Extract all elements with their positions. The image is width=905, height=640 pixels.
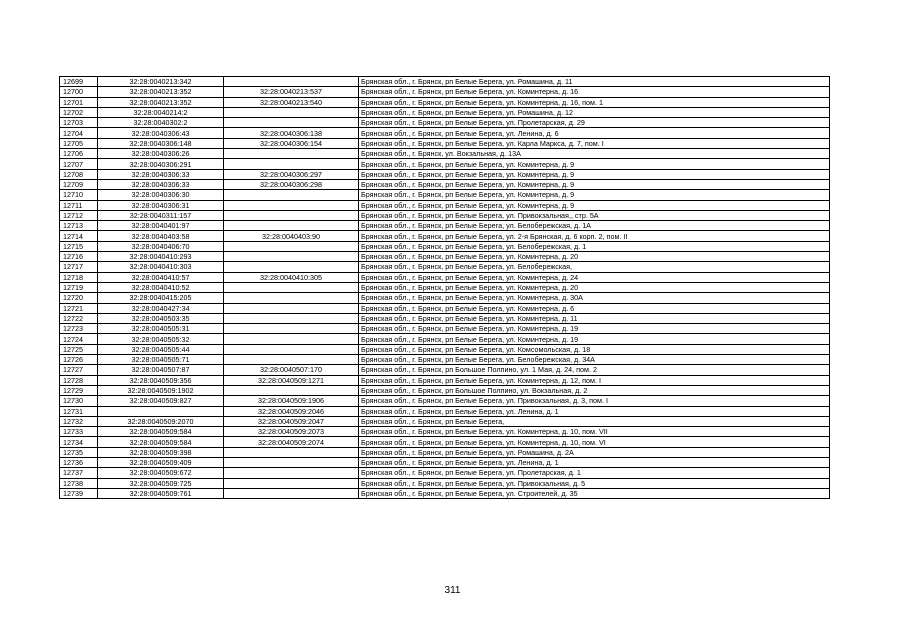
cadastral-number-cell	[98, 406, 224, 416]
row-number-cell: 12720	[60, 293, 98, 303]
address-cell: Брянская обл., г. Брянск, рп Белые Берега, ул. Коминтерна, д. 19	[359, 334, 830, 344]
premises-cadastral-number-cell: 32:28:0040403:90	[224, 231, 359, 241]
row-number-cell: 12699	[60, 77, 98, 87]
table-row	[60, 272, 830, 282]
cadastral-number-cell: 32:28:0040306:31	[98, 200, 224, 210]
cadastral-number-cell: 32:28:0040306:43	[98, 128, 224, 138]
cadastral-number-cell: 32:28:0040509:409	[98, 457, 224, 467]
address-cell: Брянская обл., г. Брянск, рп Белые Берега, ул. Ленина, д. 6	[359, 128, 830, 138]
row-number-cell: 12734	[60, 437, 98, 447]
row-number-cell: 12715	[60, 241, 98, 251]
premises-cadastral-number-cell	[224, 355, 359, 365]
cadastral-number-cell: 32:28:0040509:584	[98, 437, 224, 447]
cadastral-number-cell: 32:28:0040410:303	[98, 262, 224, 272]
premises-cadastral-number-cell	[224, 262, 359, 272]
cadastral-number-cell: 32:28:0040306:26	[98, 149, 224, 159]
table-row	[60, 437, 830, 447]
table-row	[60, 416, 830, 426]
address-cell: Брянская обл., г. Брянск, рп Белые Берега, ул. Коминтерна, д. 9	[359, 179, 830, 189]
cadastral-number-cell: 32:28:0040509:584	[98, 427, 224, 437]
address-cell: Брянская обл., г. Брянск, рп Белые Берега, ул. Коминтерна, д. 6	[359, 303, 830, 313]
table-row	[60, 488, 830, 498]
premises-cadastral-number-cell: 32:28:0040509:2046	[224, 406, 359, 416]
table-row	[60, 457, 830, 467]
row-number-cell: 12709	[60, 179, 98, 189]
premises-cadastral-number-cell	[224, 488, 359, 498]
row-number-cell: 12712	[60, 210, 98, 220]
address-cell: Брянская обл., г. Брянск, рп Белые Берега, ул. Коминтерна, д. 30А	[359, 293, 830, 303]
table-row	[60, 97, 830, 107]
premises-cadastral-number-cell: 32:28:0040306:138	[224, 128, 359, 138]
table-row	[60, 200, 830, 210]
row-number-cell: 12713	[60, 221, 98, 231]
cadastral-number-cell: 32:28:0040401:97	[98, 221, 224, 231]
cadastral-number-cell: 32:28:0040213:352	[98, 87, 224, 97]
premises-cadastral-number-cell: 32:28:0040507:170	[224, 365, 359, 375]
table-row	[60, 334, 830, 344]
row-number-cell: 12729	[60, 385, 98, 395]
address-cell: Брянская обл., г. Брянск, рп Белые Берега, ул. Коминтерна, д. 11	[359, 313, 830, 323]
table-row	[60, 375, 830, 385]
address-cell: Брянская обл., г. Брянск, рп Большое Полпино, ул. Вокзальная, д. 2	[359, 385, 830, 395]
address-cell: Брянская обл., г. Брянск, рп Белые Берега, ул. Коминтерна, д. 16	[359, 87, 830, 97]
premises-cadastral-number-cell	[224, 200, 359, 210]
table-row	[60, 478, 830, 488]
cadastral-number-cell: 32:28:0040509:2070	[98, 416, 224, 426]
address-cell: Брянская обл., г. Брянск, рп Белые Берега, ул. Коминтерна, д. 9	[359, 169, 830, 179]
premises-cadastral-number-cell	[224, 468, 359, 478]
premises-cadastral-number-cell: 32:28:0040509:2073	[224, 427, 359, 437]
address-cell: Брянская обл., г. Брянск, рп Белые Берега, ул. Белобережская, д. 1	[359, 241, 830, 251]
table-row	[60, 447, 830, 457]
row-number-cell: 12726	[60, 355, 98, 365]
cadastral-number-cell: 32:28:0040509:725	[98, 478, 224, 488]
row-number-cell: 12704	[60, 128, 98, 138]
address-cell: Брянская обл., г. Брянск, рп Белые Берега, ул. Ромашина, д. 12	[359, 107, 830, 117]
table-row	[60, 190, 830, 200]
address-cell: Брянская обл., г. Брянск, рп Белые Берега, ул. Коминтерна, д. 24	[359, 272, 830, 282]
row-number-cell: 12722	[60, 313, 98, 323]
registry-table	[59, 76, 830, 499]
row-number-cell: 12705	[60, 138, 98, 148]
row-number-cell: 12730	[60, 396, 98, 406]
table-row	[60, 149, 830, 159]
table-row	[60, 159, 830, 169]
table-row	[60, 128, 830, 138]
row-number-cell: 12739	[60, 488, 98, 498]
cadastral-number-cell: 32:28:0040509:356	[98, 375, 224, 385]
table-row	[60, 118, 830, 128]
address-cell: Брянская обл., г. Брянск, рп Белые Берега, ул. Ленина, д. 1	[359, 457, 830, 467]
address-cell: Брянская обл., г. Брянск, рп Белые Берега, ул. Коминтерна, д. 19	[359, 324, 830, 334]
table-row	[60, 406, 830, 416]
row-number-cell: 12724	[60, 334, 98, 344]
row-number-cell: 12718	[60, 272, 98, 282]
address-cell: Брянская обл., г. Брянск, рп Белые Берега, ул. Коминтерна, д. 9	[359, 159, 830, 169]
row-number-cell: 12710	[60, 190, 98, 200]
address-cell: Брянская обл., г. Брянск, рп Белые Берега, ул. Пролетарская, д. 1	[359, 468, 830, 478]
cadastral-number-cell: 32:28:0040410:293	[98, 252, 224, 262]
premises-cadastral-number-cell: 32:28:0040306:298	[224, 179, 359, 189]
page-number: 311	[444, 585, 461, 596]
address-cell: Брянская обл., г. Брянск, рп Белые Берега, ул. Привокзальная,, стр. 5А	[359, 210, 830, 220]
cadastral-number-cell: 32:28:0040507:87	[98, 365, 224, 375]
address-cell: Брянская обл., г. Брянск, рп Белые Берега, ул. Коминтерна, д. 16, пом. 1	[359, 97, 830, 107]
address-cell: Брянская обл., г. Брянск, рп Белые Берега, ул. Коминтерна, д. 20	[359, 282, 830, 292]
address-cell: Брянская обл., г. Брянск, рп Белые Берега, ул. Коминтерна, д. 9	[359, 200, 830, 210]
address-cell: Брянская обл., г. Брянск, рп Белые Берега, ул. Белобережская, д. 34А	[359, 355, 830, 365]
table-row	[60, 221, 830, 231]
premises-cadastral-number-cell: 32:28:0040410:305	[224, 272, 359, 282]
address-cell: Брянская обл., г. Брянск, рп Белые Берега, ул. Привокзальная, д. 3, пом. I	[359, 396, 830, 406]
table-row	[60, 313, 830, 323]
address-cell: Брянская обл., г. Брянск, рп Белые Берега, ул. Коминтерна, д. 10, пом. VI	[359, 437, 830, 447]
table-row	[60, 427, 830, 437]
premises-cadastral-number-cell	[224, 385, 359, 395]
row-number-cell: 12711	[60, 200, 98, 210]
premises-cadastral-number-cell	[224, 293, 359, 303]
row-number-cell: 12707	[60, 159, 98, 169]
row-number-cell: 12706	[60, 149, 98, 159]
row-number-cell: 12702	[60, 107, 98, 117]
row-number-cell: 12731	[60, 406, 98, 416]
premises-cadastral-number-cell: 32:28:0040509:1271	[224, 375, 359, 385]
cadastral-number-cell: 32:28:0040503:35	[98, 313, 224, 323]
table-row	[60, 262, 830, 272]
premises-cadastral-number-cell	[224, 478, 359, 488]
table-row	[60, 396, 830, 406]
row-number-cell: 12703	[60, 118, 98, 128]
row-number-cell: 12700	[60, 87, 98, 97]
cadastral-number-cell: 32:28:0040505:32	[98, 334, 224, 344]
cadastral-number-cell: 32:28:0040509:761	[98, 488, 224, 498]
table-row	[60, 77, 830, 87]
row-number-cell: 12701	[60, 97, 98, 107]
premises-cadastral-number-cell	[224, 334, 359, 344]
table-row	[60, 282, 830, 292]
cadastral-number-cell: 32:28:0040213:342	[98, 77, 224, 87]
premises-cadastral-number-cell	[224, 241, 359, 251]
address-cell: Брянская обл., г. Брянск, рп Белые Берега, ул. Белобережская,	[359, 262, 830, 272]
row-number-cell: 12723	[60, 324, 98, 334]
premises-cadastral-number-cell: 32:28:0040213:537	[224, 87, 359, 97]
address-cell: Брянская обл., г. Брянск, рп Белые Берега,	[359, 416, 830, 426]
cadastral-number-cell: 32:28:0040505:31	[98, 324, 224, 334]
address-cell: Брянская обл., г. Брянск, рп Белые Берега, ул. 2-я Брянская, д. 6 корп. 2, пом. II	[359, 231, 830, 241]
address-cell: Брянская обл., г. Брянск, рп Белые Берега, ул. Белобережская, д. 1А	[359, 221, 830, 231]
address-cell: Брянская обл., г. Брянск, рп Белые Берега, ул. Коминтерна, д. 10, пом. VII	[359, 427, 830, 437]
table-row	[60, 303, 830, 313]
row-number-cell: 12728	[60, 375, 98, 385]
premises-cadastral-number-cell: 32:28:0040509:2047	[224, 416, 359, 426]
address-cell: Брянская обл., г. Брянск, рп Белые Берега, ул. Привокзальная, д. 5	[359, 478, 830, 488]
table-row	[60, 179, 830, 189]
cadastral-number-cell: 32:28:0040415:205	[98, 293, 224, 303]
address-cell: Брянская обл., г. Брянск, рп Белые Берега, ул. Ромашина, д. 2А	[359, 447, 830, 457]
table-row	[60, 385, 830, 395]
cadastral-number-cell: 32:28:0040509:1902	[98, 385, 224, 395]
cadastral-number-cell: 32:28:0040306:33	[98, 179, 224, 189]
cadastral-number-cell: 32:28:0040509:398	[98, 447, 224, 457]
address-cell: Брянская обл., г. Брянск, рп Белые Берега, ул. Коминтерна, д. 12, пом. I	[359, 375, 830, 385]
premises-cadastral-number-cell	[224, 190, 359, 200]
premises-cadastral-number-cell: 32:28:0040509:2074	[224, 437, 359, 447]
premises-cadastral-number-cell	[224, 282, 359, 292]
premises-cadastral-number-cell	[224, 107, 359, 117]
address-cell: Брянская обл., г. Брянск, рп Белые Берега, ул. Коминтерна, д. 20	[359, 252, 830, 262]
premises-cadastral-number-cell: 32:28:0040306:154	[224, 138, 359, 148]
table-row	[60, 355, 830, 365]
table-row	[60, 210, 830, 220]
row-number-cell: 12717	[60, 262, 98, 272]
row-number-cell: 12719	[60, 282, 98, 292]
row-number-cell: 12708	[60, 169, 98, 179]
premises-cadastral-number-cell	[224, 149, 359, 159]
premises-cadastral-number-cell	[224, 159, 359, 169]
address-cell: Брянская обл., г. Брянск, рп Белые Берега, ул. Ромашина, д. 11	[359, 77, 830, 87]
address-cell: Брянская обл., г. Брянск, рп Белые Берега, ул. Карла Маркса, д. 7, пом. I	[359, 138, 830, 148]
premises-cadastral-number-cell	[224, 77, 359, 87]
cadastral-number-cell: 32:28:0040306:148	[98, 138, 224, 148]
cadastral-number-cell: 32:28:0040410:52	[98, 282, 224, 292]
premises-cadastral-number-cell	[224, 303, 359, 313]
table-row	[60, 241, 830, 251]
row-number-cell: 12721	[60, 303, 98, 313]
premises-cadastral-number-cell	[224, 118, 359, 128]
registry-table-body	[60, 77, 830, 499]
premises-cadastral-number-cell: 32:28:0040213:540	[224, 97, 359, 107]
table-row	[60, 468, 830, 478]
cadastral-number-cell: 32:28:0040427:34	[98, 303, 224, 313]
table-row	[60, 293, 830, 303]
premises-cadastral-number-cell	[224, 344, 359, 354]
premises-cadastral-number-cell	[224, 324, 359, 334]
cadastral-number-cell: 32:28:0040306:30	[98, 190, 224, 200]
address-cell: Брянская обл., г. Брянск, рп Белые Берега, ул. Строителей, д. 35	[359, 488, 830, 498]
address-cell: Брянская обл., г. Брянск, рп Белые Берега, ул. Коминтерна, д. 9	[359, 190, 830, 200]
premises-cadastral-number-cell	[224, 210, 359, 220]
row-number-cell: 12725	[60, 344, 98, 354]
table-row	[60, 138, 830, 148]
table-row	[60, 87, 830, 97]
premises-cadastral-number-cell	[224, 447, 359, 457]
row-number-cell: 12727	[60, 365, 98, 375]
row-number-cell: 12737	[60, 468, 98, 478]
table-row	[60, 231, 830, 241]
table-row	[60, 107, 830, 117]
cadastral-number-cell: 32:28:0040403:58	[98, 231, 224, 241]
cadastral-number-cell: 32:28:0040214:2	[98, 107, 224, 117]
address-cell: Брянская обл., г. Брянск, рп Белые Берега, ул. Комсомольская, д. 18	[359, 344, 830, 354]
row-number-cell: 12716	[60, 252, 98, 262]
table-row	[60, 344, 830, 354]
address-cell: Брянская обл., г. Брянск, ул. Вокзальная, д. 13А	[359, 149, 830, 159]
address-cell: Брянская обл., г. Брянск, рп Белые Берега, ул. Пролетарская, д. 29	[359, 118, 830, 128]
address-cell: Брянская обл., г. Брянск, рп Большое Полпино, ул. 1 Мая, д. 24, пом. 2	[359, 365, 830, 375]
row-number-cell: 12736	[60, 457, 98, 467]
row-number-cell: 12732	[60, 416, 98, 426]
row-number-cell: 12733	[60, 427, 98, 437]
cadastral-number-cell: 32:28:0040509:827	[98, 396, 224, 406]
cadastral-number-cell: 32:28:0040509:672	[98, 468, 224, 478]
cadastral-number-cell: 32:28:0040213:352	[98, 97, 224, 107]
row-number-cell: 12735	[60, 447, 98, 457]
premises-cadastral-number-cell	[224, 457, 359, 467]
cadastral-number-cell: 32:28:0040302:2	[98, 118, 224, 128]
table-row	[60, 169, 830, 179]
table-row	[60, 365, 830, 375]
address-cell: Брянская обл., г. Брянск, рп Белые Берега, ул. Ленина, д. 1	[359, 406, 830, 416]
cadastral-number-cell: 32:28:0040505:71	[98, 355, 224, 365]
cadastral-number-cell: 32:28:0040306:33	[98, 169, 224, 179]
premises-cadastral-number-cell	[224, 221, 359, 231]
premises-cadastral-number-cell: 32:28:0040306:297	[224, 169, 359, 179]
row-number-cell: 12738	[60, 478, 98, 488]
cadastral-number-cell: 32:28:0040406:70	[98, 241, 224, 251]
table-row	[60, 252, 830, 262]
premises-cadastral-number-cell	[224, 252, 359, 262]
premises-cadastral-number-cell: 32:28:0040509:1906	[224, 396, 359, 406]
cadastral-number-cell: 32:28:0040410:57	[98, 272, 224, 282]
cadastral-number-cell: 32:28:0040311:157	[98, 210, 224, 220]
row-number-cell: 12714	[60, 231, 98, 241]
cadastral-number-cell: 32:28:0040505:44	[98, 344, 224, 354]
premises-cadastral-number-cell	[224, 313, 359, 323]
cadastral-number-cell: 32:28:0040306:291	[98, 159, 224, 169]
table-row	[60, 324, 830, 334]
